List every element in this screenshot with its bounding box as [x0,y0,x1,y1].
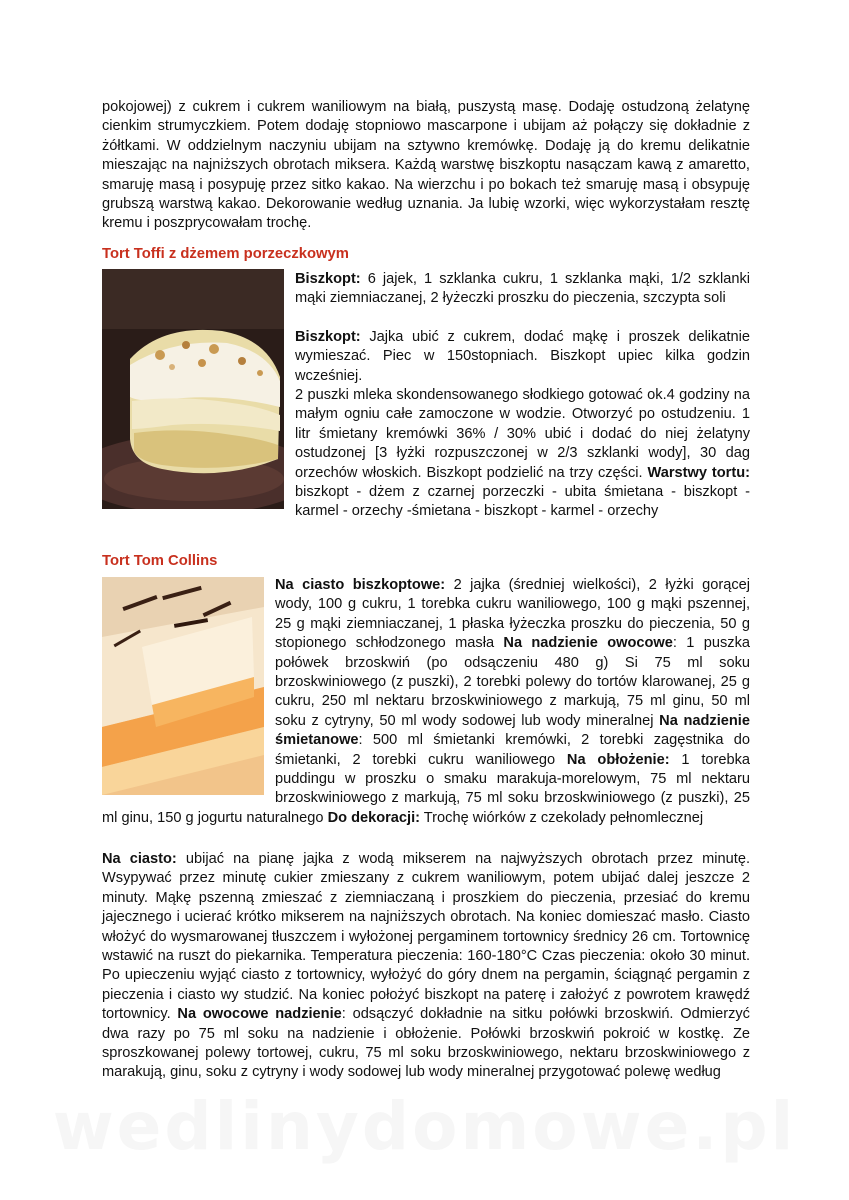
recipe-tom-collins-section [102,576,750,828]
tom-collins-cake-photo [102,577,264,795]
toffi-biszkopt-method: Jajka ubić z cukrem, dodać mąkę i proszek delikatnie wymieszać. Piec w 150stopniach. Biszkopt upiec kilka godzin wcześniej. [295,328,750,384]
method-dough-text: ubijać na pianę jajka z wodą mikserem na najwyższych obrotach przez minutę. Wsypywać przez minutę cukier zmieszany z cukrem waniliowym, potem ubijać dalej jeszcze 2 minuty. Mąkę pszenną zmieszać z ziemniaczaną i proszkiem do pieczenia, przesiać do kremu jajecznego i ucierać krótko mikserem na najniższych obrotach. Na koniec domieszać masło. Ciasto włożyć do wysmarowanej tłuszczem i wyłożonej pergaminem tortownicy średnicy 26 cm. Tortownicę wstawić na ruszt do piekarnika. Temperatura pieczenia: 160-180°C Czas pieczenia: około 30 minut. Po upieczeniu wyjąć ciasto z tortownicy, wyłożyć do góry dnem na pergamin, ściągnąć pergamin z pieczenia i ciasto wy studzić. Na koniec położyć biszkopt na paterę i założyć z powrotem krawędź tortownicy. [102,851,750,1023]
decoration-label: Do dekoracji: [327,809,421,826]
topping-label: Na obłożenie: [566,751,670,768]
toffi-biszkopt-label: Biszkopt: [295,271,361,287]
fruit-filling-label: Na nadzienie owocowe [503,635,673,652]
watermark: wedlinydomowe.pl [52,1088,797,1165]
toffi-biszkopt-ingredients: 6 jajek, 1 szklanka cukru, 1 szklanka mąki, 1/2 szklanki mąki ziemniaczanej, 2 łyżeczki proszku do pieczenia, szczypta soli [295,271,750,307]
method-dough-label: Na ciasto: [102,851,177,867]
toffi-layers-label: Warstwy tortu: [647,464,750,481]
sponge-label: Na ciasto biszkoptowe: [275,577,446,593]
fruit-filling-ingredients: : 1 puszka połówek brzoskwiń (po odsączeniu 480 g) Si 75 ml soku brzoskwiniowego (z puszki), 2 torebki polewy do tortów klarowanej, 25 g cukru, 250 ml nektaru brzoskwiniowego z markują, 75 ml ginu, 50 ml soku z cytryny, 50 ml wody sodowej lub wody mineralnej [275,635,750,729]
recipe-toffi-section [102,270,750,522]
decoration-ingredients: Trochę wiórków z czekolady pełnomlecznej [420,809,704,826]
topping-ingredients: 1 torebka puddingu w proszku o smaku marakuja-morelowym, 75 ml nektaru brzoskwiniowego z markują, 75 ml soku brzoskwiniowego (z puszki), 25 ml ginu, 150 g jogurtu naturalnego [102,751,750,826]
method-fruit-text: : odsączyć dokładnie na sitku połówki brzoskwiń. Odmierzyć dwa razy po 75 ml soku na nadzienie i obłożenie. Połówki brzoskwiń pokroić w kostkę. Ze sproszkowanej polewy tortowej, cukru, 75 ml soku brzoskwiniowego, nektaru brzoskwiniowego z marakują, ginu, soku z cytryny i wody sodowej lub wody mineralnej przygotować polewę według [102,1006,750,1081]
recipe-title-tom-collins: Tort Tom Collins [102,553,218,569]
toffi-cake-photo [102,269,284,509]
cream-filling-label: Na nadzienie śmietanowe [275,712,750,749]
cream-filling-ingredients: : 500 ml śmietanki kremówki, 2 torebki zagęstnika do śmietanki, 2 torebki cukru waniliowego [275,732,750,768]
sponge-ingredients: 2 jajka (średniej wielkości), 2 łyżki gorącej wody, 100 g cukru, 1 torebka cukru waniliowego, 100 g mąki pszennej, 25 g mąki ziemniaczanej, 1 płaska łyżeczka proszku do pieczenia, 50 g stopionego schłodzonego masła [275,577,751,652]
toffi-layers-text: biszkopt - dżem z czarnej porzeczki - ubita śmietana - biszkopt - karmel - orzechy -śmietana - biszkopt - karmel - orzechy [295,484,750,520]
intro-paragraph: pokojowej) z cukrem i cukrem waniliowym na białą, puszystą masę. Dodaję ostudzoną żelatynę cienkim strumyczkiem. Potem dodaję stopniowo mascarpone i ubijam aż połączy się dokładnie z żółtkami. W oddzielnym naczyniu ubijam na sztywno kremówkę. Dodaję ją do kremu delikatnie mieszając na najniższych obrotach miksera. Każdą warstwę biszkoptu nasączam kawą z amaretto, smaruję masą i posypuję przez sitko kakao. Na wierzchu i po bokach też smaruję masą i obsypuję grubszą warstwą kakao. Dekorowanie według uznania. Ja lubię wzorki, więc wykorzystałam resztę kremu i poszprycowałam trochę. [102,99,750,232]
tom-collins-method [102,850,750,1083]
recipe-title-toffi: Tort Toffi z dżemem porzeczkowym [102,246,349,262]
toffi-caramel-text: 2 puszki mleka skondensowanego słodkiego gotować ok.4 godziny na małym ogniu całe zamoczone w wodzie. Otworzyć po ostudzeniu. 1 litr śmietany kremówki 36% / 30% ubić i dodać do niej żelatyny ostudzonej [3 łyżki rozpuszczonej w 2/3 szklanki wody], 30 dag orzechów włoskich. Biszkopt podzielić na trzy części. [295,387,750,481]
toffi-biszkopt-method-label: Biszkopt: [295,328,361,345]
method-fruit-label: Na owocowe nadzienie [177,1006,342,1023]
